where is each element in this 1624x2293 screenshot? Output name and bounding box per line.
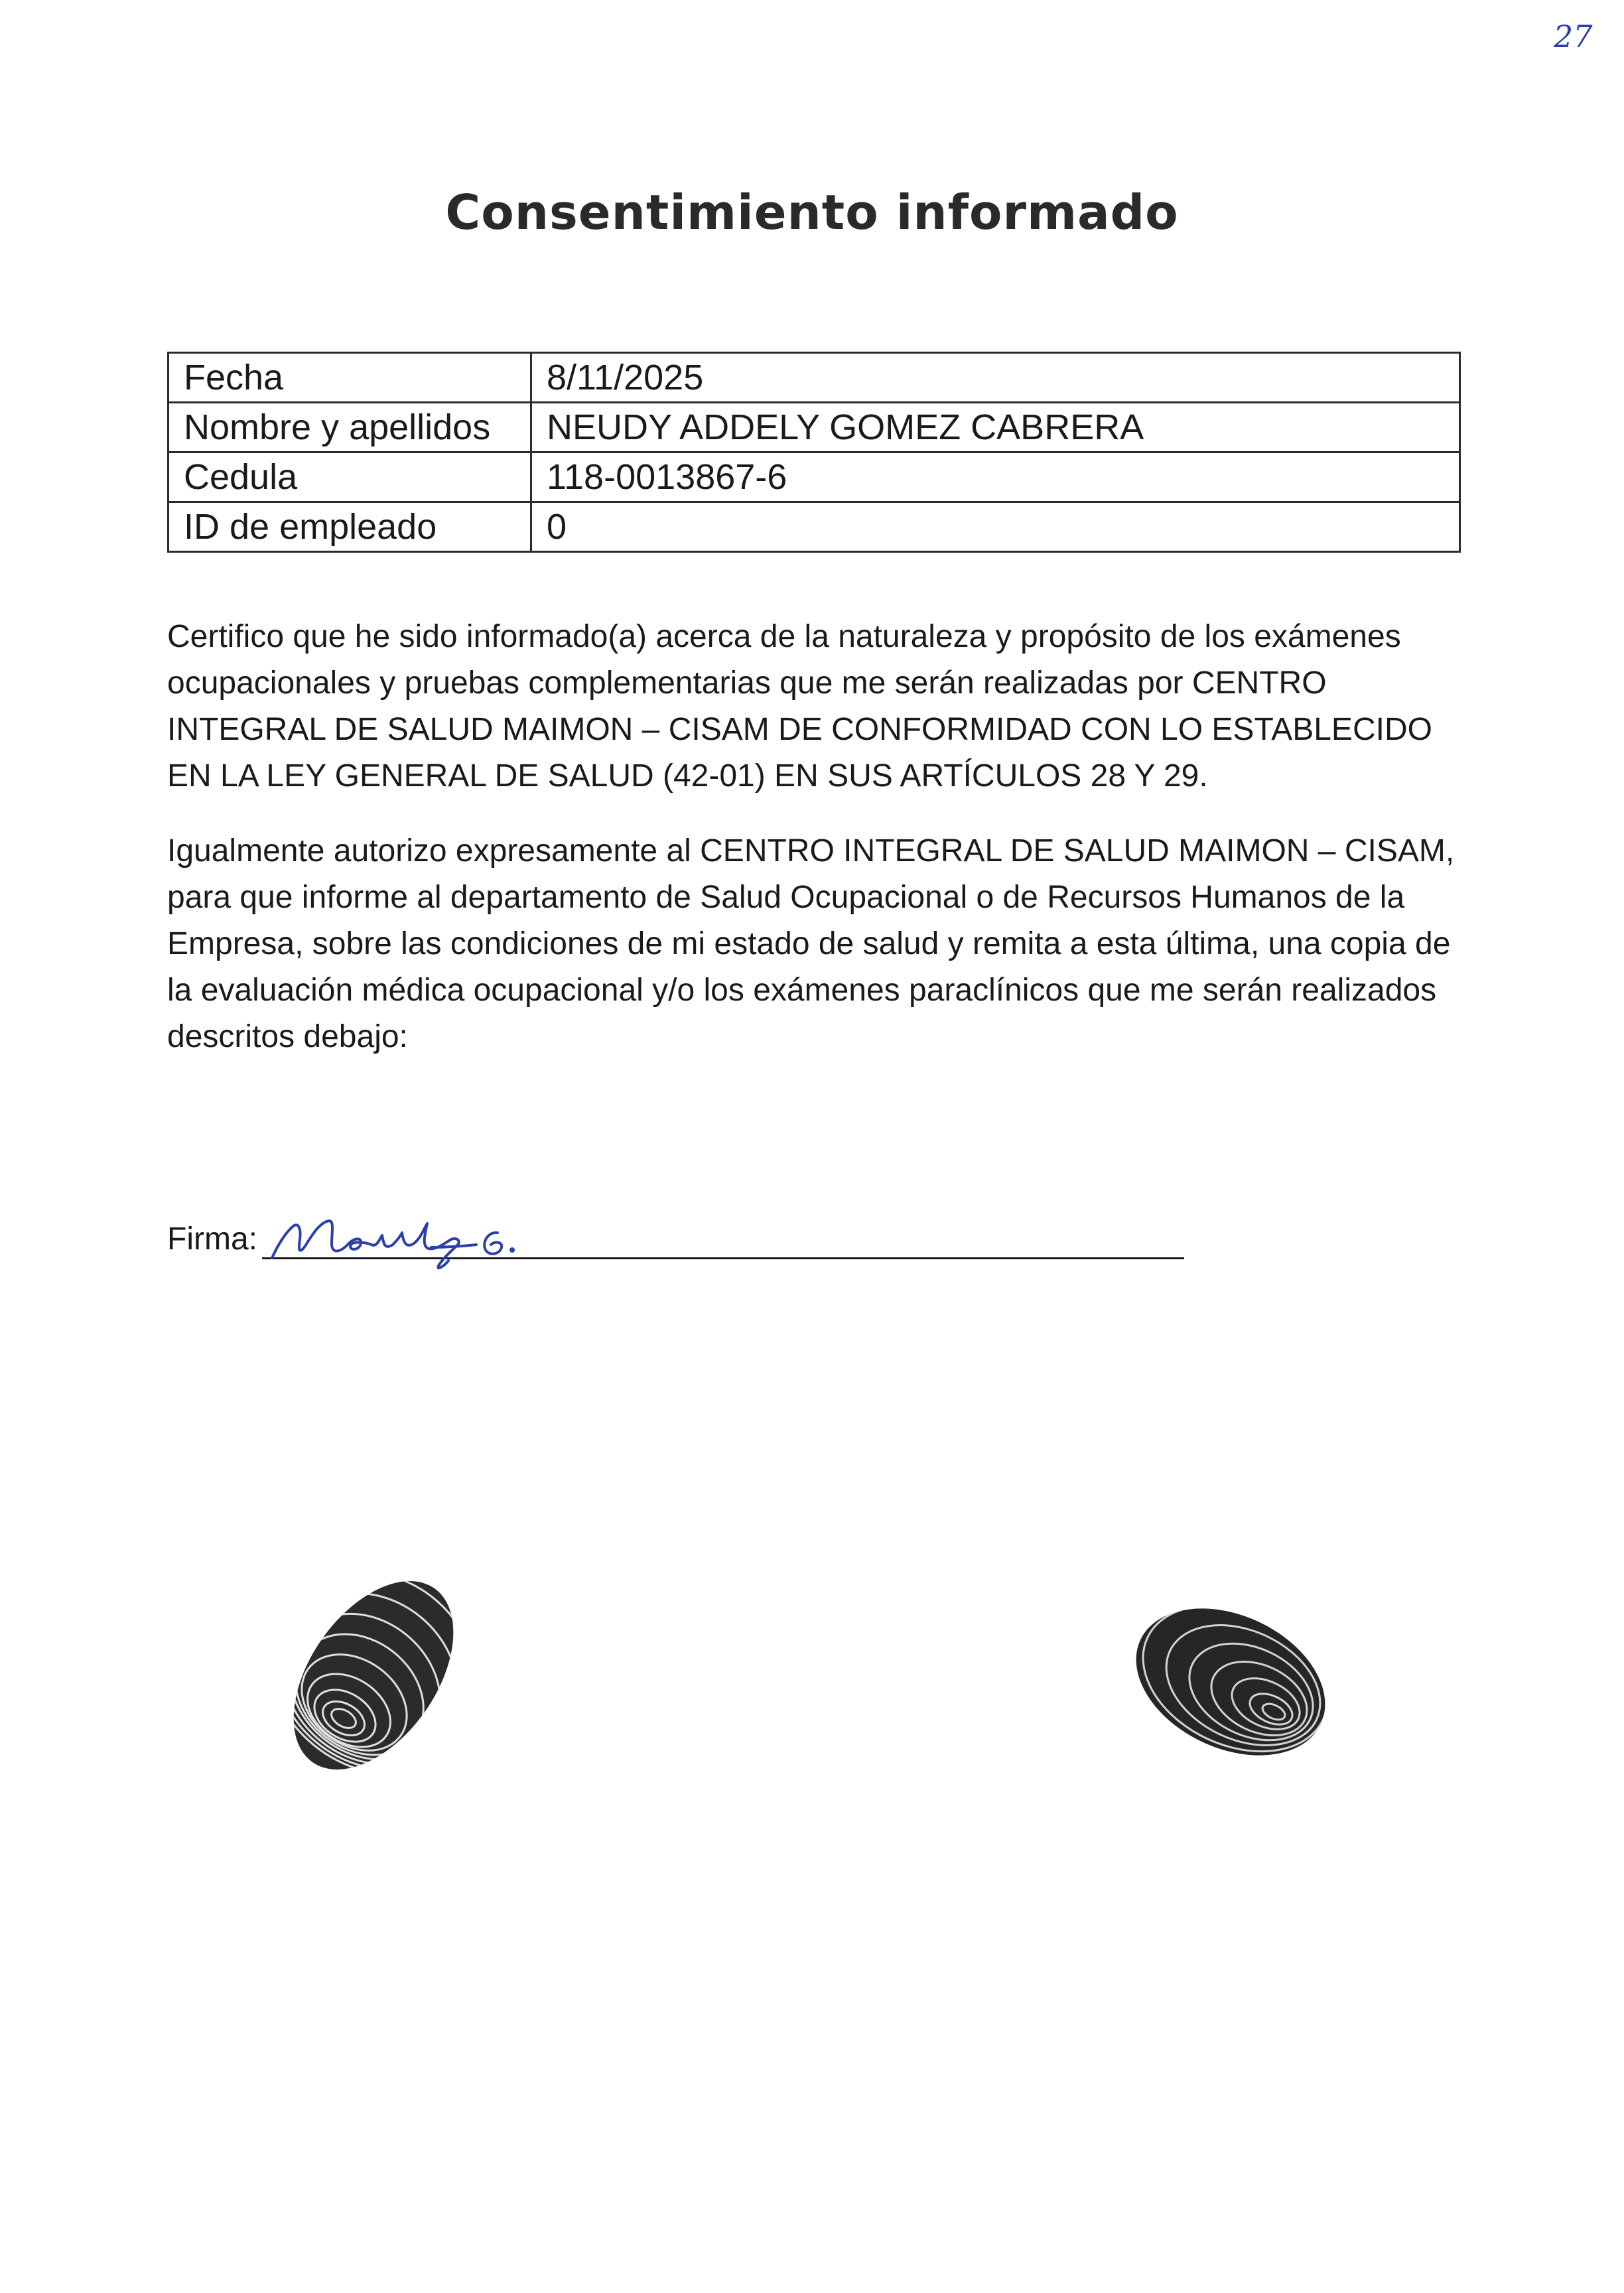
page-number: 27 (1554, 19, 1593, 54)
left-fingerprint-icon (271, 1566, 476, 1785)
cedula-value: 118-0013867-6 (531, 452, 1460, 502)
firma-label: Firma: (167, 1221, 257, 1257)
table-row (169, 502, 1460, 552)
certification-paragraph: Certifico que he sido informado(a) acerca de la naturaleza y propósito de los exámenes ocupacionales y pruebas complementarias que me serán realizadas por CENTRO INTEGRAL DE SALUD MAIMON – CISAM DE CONFORMIDAD CON LO ESTABLECIDO EN LA LEY GENERAL DE SALUD (42-01) EN SUS ARTÍCULOS 28 Y 29. (167, 619, 1432, 794)
table-row (169, 353, 1460, 403)
right-fingerprint-icon (1121, 1586, 1340, 1778)
nombre-label: Nombre y apellidos (169, 403, 531, 452)
info-table (167, 352, 1461, 553)
fecha-label: Fecha (169, 353, 531, 403)
page-title: Consentimiento informado (445, 184, 1179, 240)
table-row (169, 403, 1460, 452)
fecha-value: 8/11/2025 (531, 353, 1460, 403)
table-row (169, 452, 1460, 502)
id-empleado-label: ID de empleado (169, 502, 531, 552)
nombre-value: NEUDY ADDELY GOMEZ CABRERA (531, 403, 1460, 452)
authorization-paragraph: Igualmente autorizo expresamente al CENTRO INTEGRAL DE SALUD MAIMON – CISAM, para que informe al departamento de Salud Ocupacional o de Recursos Humanos de la Empresa, sobre las condiciones de mi estado de salud y remita a esta última, una copia de la evaluación médica ocupacional y/o los exámenes paraclínicos que me serán realizados descritos debajo: (167, 833, 1455, 1054)
handwritten-signature (265, 1206, 571, 1286)
cedula-label: Cedula (169, 452, 531, 502)
id-empleado-value: 0 (531, 502, 1460, 552)
